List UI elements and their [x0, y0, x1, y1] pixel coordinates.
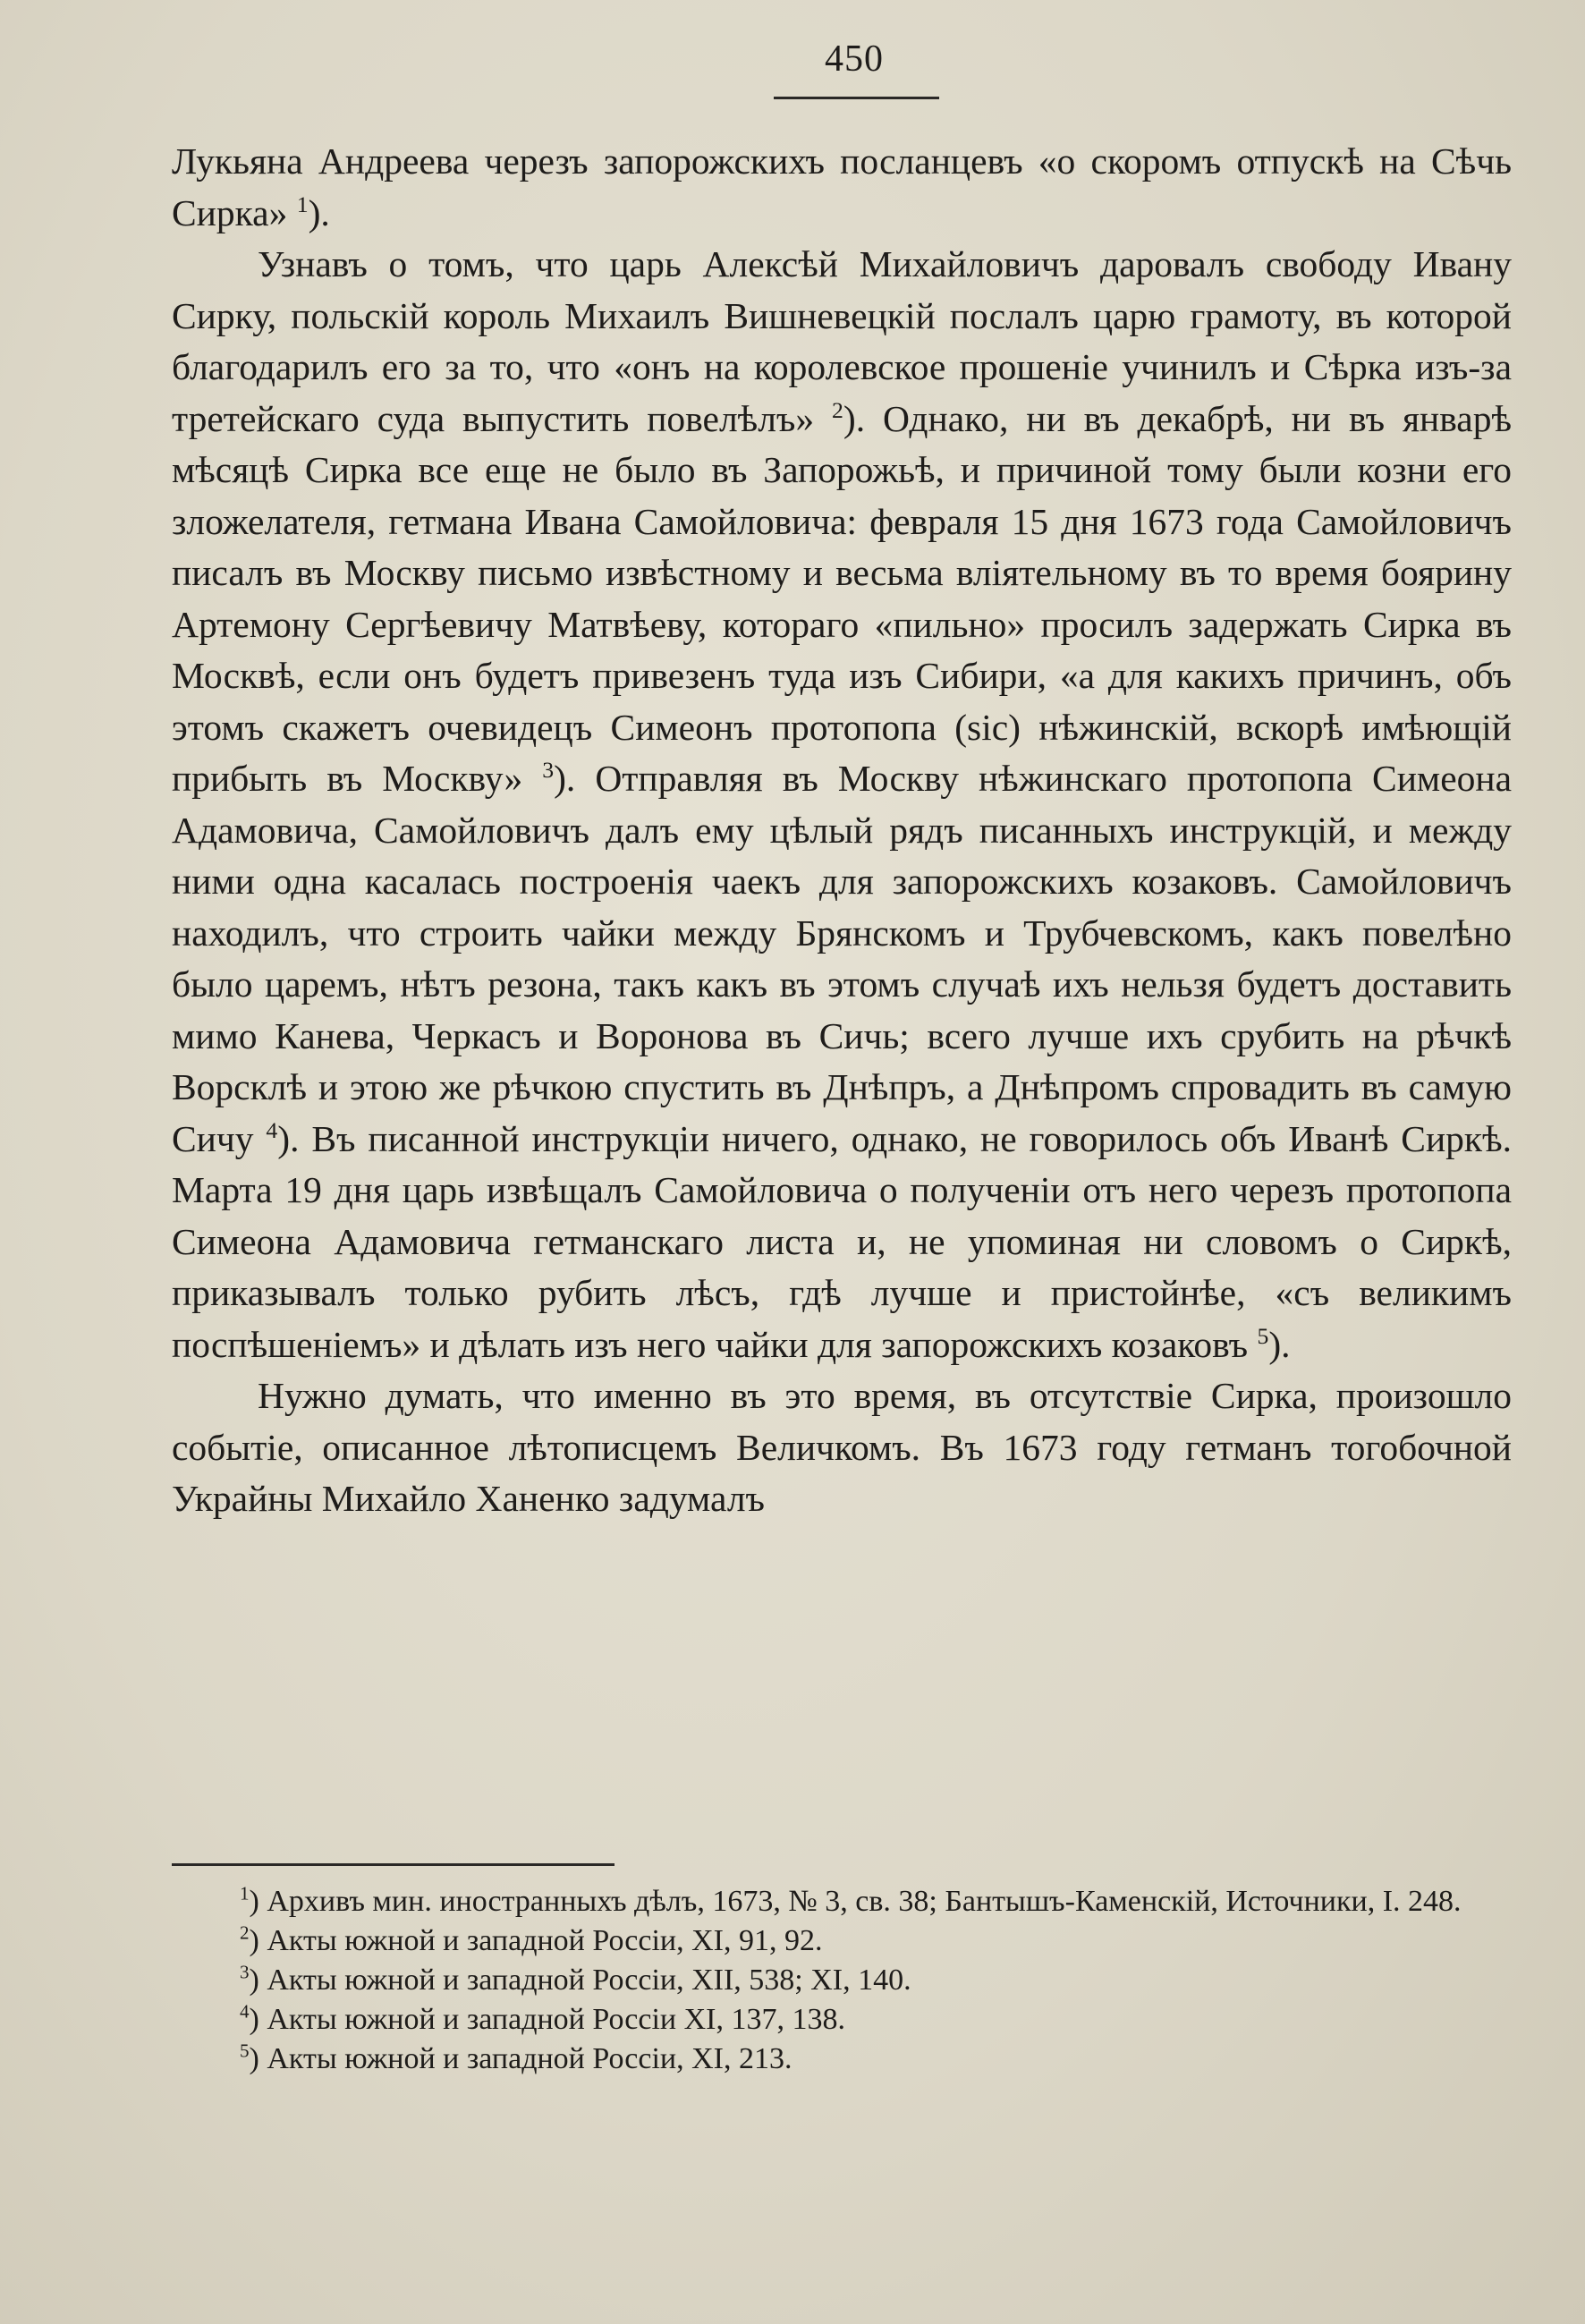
- footnote-marker: 4: [240, 2000, 250, 2023]
- footnote-text: Акты южной и западной Россіи, XII, 538; XI, 140.: [267, 1964, 911, 1997]
- text-run: ). Однако, ни въ декабрѣ, ни въ январѣ мѣсяцѣ Сирка все еще не было въ Запорожьѣ, и причиной тому были козни его зложелателя, гетмана Ивана Самойловича: февраля 15 дня 1673 года Самойловичъ писалъ въ Москву письмо извѣстному и весьма вліятельному въ то время боярину Артемону Сергѣевичу Матвѣеву, котораго «пильно» просилъ задержать Сирка въ Москвѣ, если онъ будетъ привезенъ туда изъ Сибири, «а для какихъ причинъ, объ этомъ скажетъ очевидецъ Симеонъ протопопа (sic) нѣжинскій, вскорѣ имѣющій прибыть въ Москву»: [172, 397, 1512, 799]
- footnote-text: Архивъ мин. иностранныхъ дѣлъ, 1673, № 3, св. 38; Бантышъ-Каменскій, Источники, I. 248.: [267, 1885, 1462, 1918]
- footnote-marker: 5: [240, 2040, 250, 2062]
- footnote-text: Акты южной и западной Россіи, XI, 91, 92.: [267, 1924, 823, 1957]
- footnote: $^1$) Архивъ мин. иностранныхъ дѣлъ, 1673, № 3, св. 38; Бантышъ-Каменскій, Источники, I. 248.: [240, 1882, 1462, 1918]
- text-run: ). Въ писанной инструкціи ничего, однако, не говорилось объ Иванѣ Сиркѣ. Марта 19 дня царь извѣщалъ Самойловича о полученіи отъ него черезъ протопопа Симеона Адамовича гетманскаго листа и, не упоминая ни словомъ о Сиркѣ, приказывалъ только рубить лѣсъ, гдѣ лучше и пристойнѣе, «съ великимъ поспѣшеніемъ» и дѣлать изъ него чайки для запорожскихъ козаковъ: [172, 1117, 1512, 1365]
- footnote-marker: 3: [240, 1961, 250, 1983]
- text-run: Нужно думать, что именно въ это время, въ отсутствіе Сирка, произошло событіе, описанное лѣтописцемъ Величкомъ. Въ 1673 году гетманъ тогобочной Украйны Михайло Ханенко задумалъ: [172, 1375, 1512, 1519]
- footnote-reference: 2: [832, 396, 843, 423]
- footnote-reference: 3: [542, 757, 555, 784]
- paragraph: [172, 239, 1512, 1370]
- footnote-marker: 1: [240, 1882, 250, 1904]
- text-run: ). Отправляя въ Москву нѣжинскаго протопопа Симеона Адамовича, Самойловичъ далъ ему цѣлый рядъ писанныхъ инструкцій, и между ними одна касалась построенія чаекъ для запорожскихъ козаковъ. Самойловичъ находилъ, что строить чайки между Брянскомъ и Трубчевскомъ, какъ повелѣно было царемъ, нѣтъ резона, такъ какъ въ этомъ случаѣ ихъ нельзя будетъ доставить мимо Канева, Черкасъ и Воронова въ Сичь; всего лучше ихъ срубить на рѣчкѣ Ворсклѣ и этою же рѣчкою спустить въ Днѣпръ, а Днѣпромъ спровадить въ самую Сичу: [172, 758, 1512, 1159]
- footnote-separator: [172, 1863, 615, 1866]
- paragraph: [172, 136, 1512, 239]
- text-run: ).: [308, 191, 330, 233]
- page-number-underline: [774, 97, 939, 99]
- footnotes: [179, 1882, 1512, 2079]
- footnote: $^5$) Акты южной и западной Россіи, XI, 213.: [240, 2040, 792, 2075]
- footnote-reference: 4: [266, 1116, 278, 1143]
- page-number: 450: [825, 38, 884, 80]
- paragraph: [172, 1370, 1512, 1525]
- main-text: [172, 136, 1512, 1525]
- footnote: $^2$) Акты южной и западной Россіи, XI, 91, 92.: [240, 1921, 823, 1957]
- footnote: $^4$) Акты южной и западной Россіи XI, 137, 138.: [240, 2000, 845, 2036]
- page-number-block: [769, 38, 939, 81]
- footnote-text: Акты южной и западной Россіи, XI, 213.: [267, 2042, 792, 2075]
- footnote-reference: 5: [1257, 1322, 1269, 1349]
- text-run: Узнавъ о томъ, что царь Алексѣй Михайловичъ даровалъ свободу Ивану Сирку, польскій король Михаилъ Вишневецкій послалъ царю грамоту, въ которой благодарилъ его за то, что «онъ на королевское прошеніе учинилъ и Сѣрка изъ-за третейскаго суда выпустить повелѣлъ»: [172, 243, 1512, 439]
- footnote-text: Акты южной и западной Россіи XI, 137, 138.: [267, 2003, 845, 2036]
- footnote-reference: 1: [296, 191, 309, 217]
- footnote-marker: 2: [240, 1921, 250, 1944]
- text-run: Лукьяна Андреева черезъ запорожскихъ посланцевъ «о скоромъ отпускѣ на Сѣчь Сирка»: [172, 140, 1512, 233]
- footnote: $^3$) Акты южной и западной Россіи, XII, 538; XI, 140.: [240, 1961, 911, 1997]
- text-run: ).: [1268, 1323, 1291, 1365]
